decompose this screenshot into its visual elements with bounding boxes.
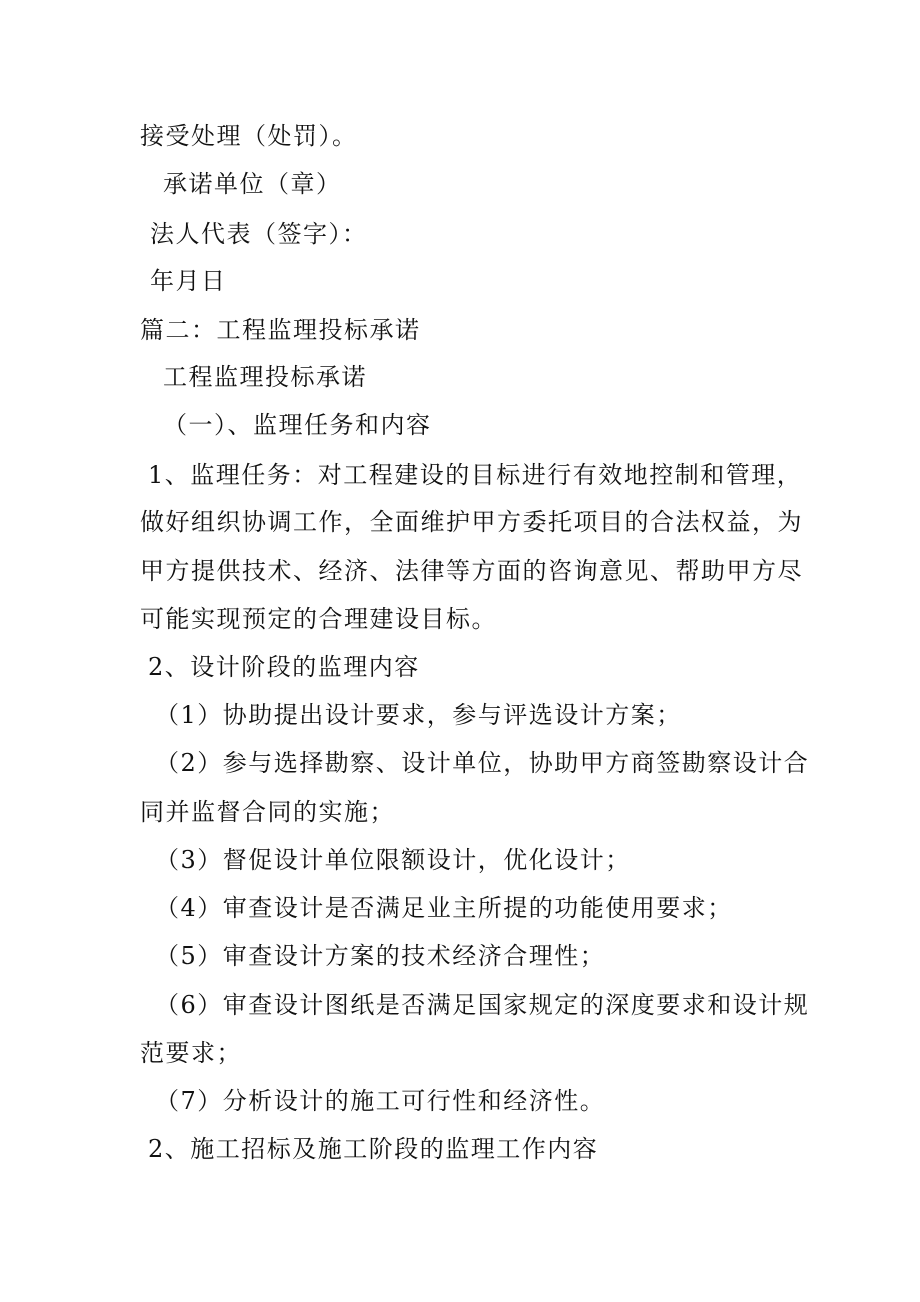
section-title: 工程监理投标承诺 [163, 363, 367, 391]
text-line: （6）审查设计图纸是否满足国家规定的深度要求和设计规 [155, 991, 810, 1019]
text-line: 甲方提供技术、经济、法律等方面的咨询意见、帮助甲方尽 [140, 557, 803, 585]
text-line: 2、施工招标及施工阶段的监理工作内容 [148, 1135, 599, 1163]
text-line: 法人代表（签字）： [150, 220, 368, 248]
text-line: 接受处理（处罚）。 [140, 122, 358, 150]
text-line: 可能实现预定的合理建设目标。 [140, 605, 497, 633]
text-line: 同并监督合同的实施； [140, 798, 395, 826]
text-line: （1）协助提出设计要求，参与评选设计方案； [155, 701, 682, 729]
text-line: （一）、监理任务和内容 [163, 411, 432, 439]
text-line: 2、设计阶段的监理内容 [148, 653, 420, 681]
text-line: （2）参与选择勘察、设计单位，协助甲方商签勘察设计合 [155, 749, 810, 777]
section-heading: 篇二：工程监理投标承诺 [140, 316, 421, 344]
text-line: （7）分析设计的施工可行性和经济性。 [155, 1087, 606, 1115]
text-line: 年月日 [150, 267, 227, 295]
text-line: （3）督促设计单位限额设计，优化设计； [155, 846, 631, 874]
text-line: 承诺单位（章） [163, 170, 342, 198]
text-line: （4）审查设计是否满足业主所提的功能使用要求； [155, 894, 733, 922]
text-line: 范要求； [140, 1039, 242, 1067]
text-line: 1、监理任务：对工程建设的目标进行有效地控制和管理， [148, 461, 803, 489]
text-line: （5）审查设计方案的技术经济合理性； [155, 942, 606, 970]
text-line: 做好组织协调工作，全面维护甲方委托项目的合法权益，为 [140, 508, 803, 536]
